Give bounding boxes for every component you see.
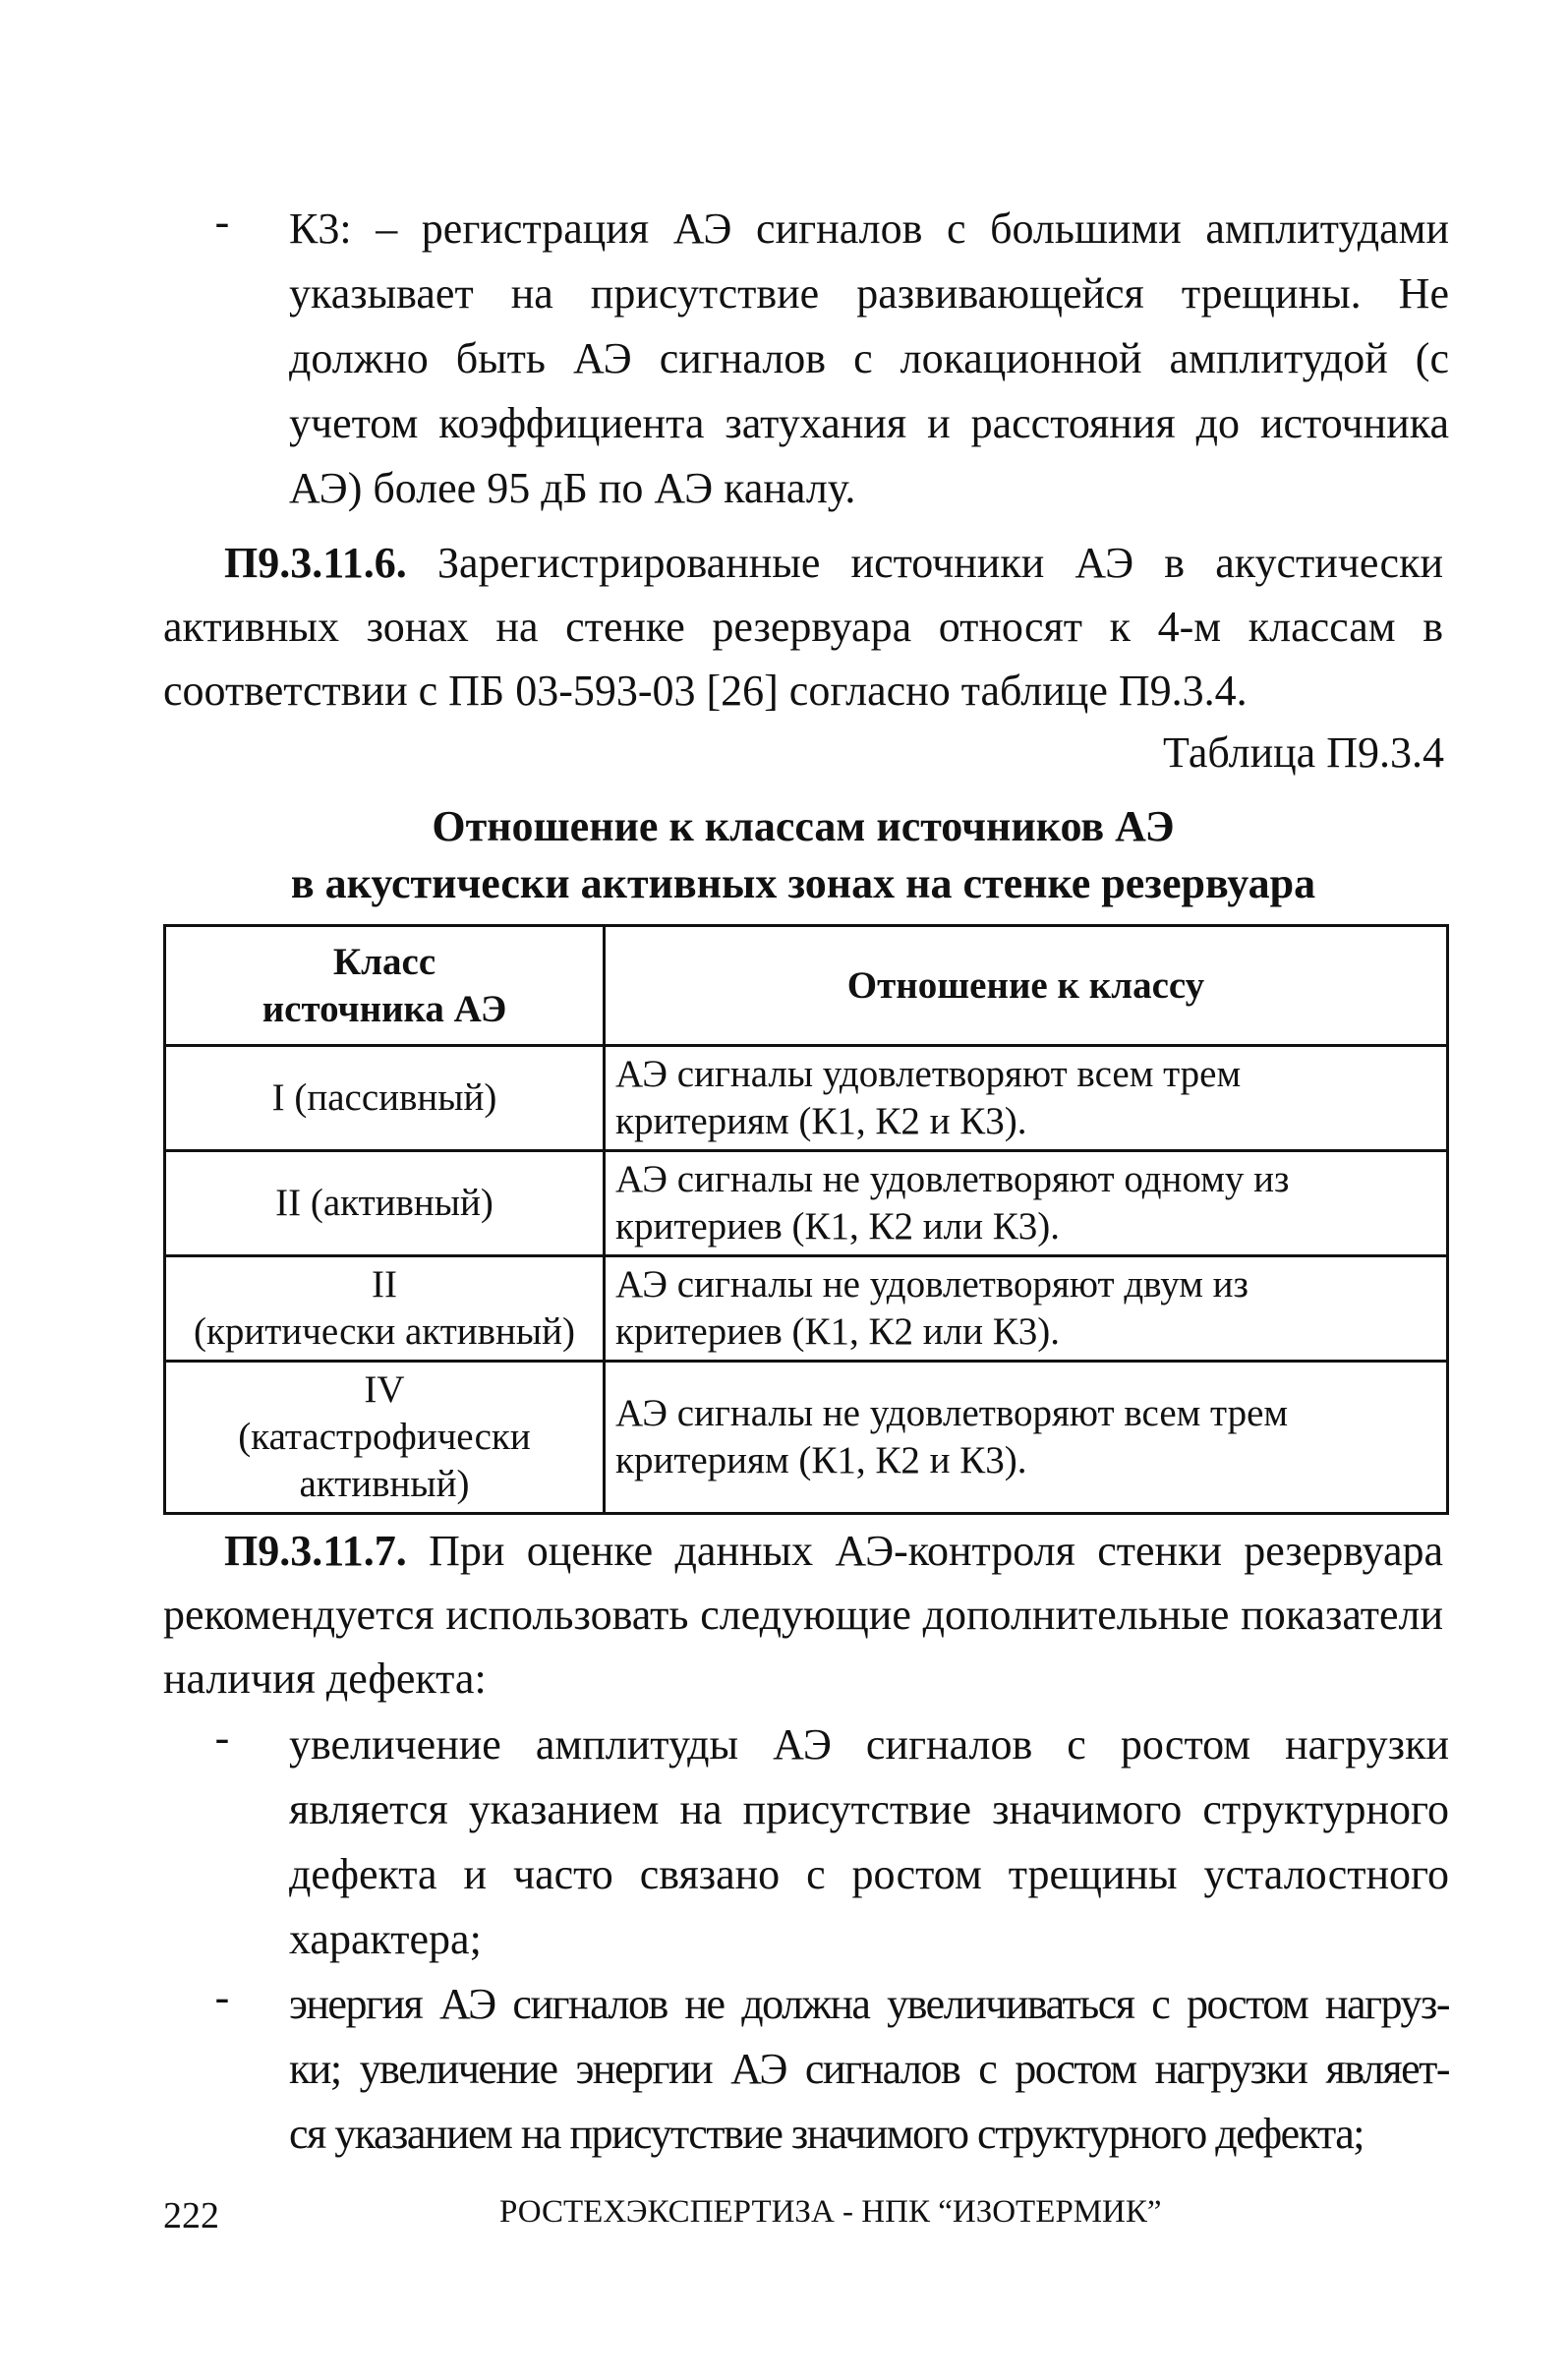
bullet-text: [289, 197, 1449, 521]
table-title-line1: Отношение к классам источников АЭ: [432, 802, 1175, 850]
table-header-row: [165, 926, 1448, 1046]
paragraph-text: При оценке данных АЭ-контроля стенки резервуара рекомендуется использовать следующие дополнительные показатели наличия дефекта:: [163, 1527, 1444, 1703]
bullet-dash: -: [214, 198, 230, 246]
table-header-relation: Отношение к классу: [605, 926, 1448, 1046]
bullet-line: АЭ) более 95 дБ по АЭ каналу.: [289, 464, 856, 512]
bullet-line: ки; увеличение энергии АЭ сигналов с ростом нагрузки являет-: [289, 2045, 1449, 2093]
cell-text: (катастрофически: [238, 1416, 531, 1458]
footer-publisher: РОСТЕХЭКСПЕРТИЗА - НПК “ИЗОТЕРМИК”: [499, 2194, 1162, 2230]
bullet-text: [289, 1972, 1449, 2167]
cell-text: АЭ сигналы не удовлетворяют двум из: [615, 1263, 1249, 1306]
paragraph-text: Зарегистрированные источники АЭ в акустически активных зонах на стенке резервуара относят к 4-м классам в соответствии с ПБ 03-593-03 [26] согласно таблице П9.3.4.: [163, 539, 1444, 715]
source-class-table: [163, 924, 1449, 1515]
cell-class: [165, 1046, 605, 1151]
cell-class: [165, 1256, 605, 1362]
cell-class: [165, 1151, 605, 1256]
page-number: 222: [163, 2195, 219, 2236]
cell-text: IV: [364, 1368, 405, 1411]
bullet-line: должно быть АЭ сигналов с локационной амплитудой (с: [289, 334, 1449, 382]
cell-relation: [605, 1256, 1448, 1362]
cell-relation: [605, 1151, 1448, 1256]
header-text: Класс: [332, 940, 436, 983]
cell-text: критериев (К1, К2 или К3).: [615, 1205, 1060, 1248]
cell-relation: [605, 1362, 1448, 1514]
cell-text: критериев (К1, К2 или К3).: [615, 1310, 1060, 1353]
bullet-line: дефекта и часто связано с ростом трещины усталостного: [289, 1850, 1449, 1898]
paragraph-p9-3-11-6: [163, 531, 1443, 723]
bullet-line: увеличение амплитуды АЭ сигналов с ростом нагрузки: [289, 1720, 1449, 1769]
bullet-line: энергия АЭ сигналов не должна увеличиваться с ростом нагруз-: [289, 1980, 1449, 2028]
table-row: [165, 1151, 1448, 1256]
cell-text: АЭ сигналы удовлетворяют всем трем: [615, 1053, 1242, 1095]
cell-text: АЭ сигналы не удовлетворяют одному из: [615, 1158, 1290, 1200]
cell-text: критериям (К1, К2 и К3).: [615, 1439, 1027, 1481]
cell-text: (критически активный): [193, 1310, 575, 1353]
header-text: источника АЭ: [261, 987, 507, 1030]
cell-text: II (активный): [275, 1182, 494, 1224]
paragraph-label: П9.3.11.6.: [224, 539, 407, 587]
table-row: [165, 1256, 1448, 1362]
bullet-line: указывает на присутствие развивающейся трещины. Не: [289, 269, 1449, 318]
table-title-line2: в акустически активных зонах на стенке резервуара: [290, 859, 1316, 907]
bullet-line: К3: – регистрация АЭ сигналов с большими амплитудами: [289, 204, 1449, 253]
bullet-line: характера;: [289, 1915, 482, 1963]
bullet-dash: -: [214, 1973, 230, 2021]
bullet-line: учетом коэффициента затухания и расстояния до источника: [289, 399, 1449, 447]
cell-text: активный): [299, 1463, 470, 1505]
cell-text: АЭ сигналы не удовлетворяют всем трем: [615, 1392, 1289, 1434]
cell-relation: [605, 1046, 1448, 1151]
cell-text: II: [372, 1263, 397, 1306]
table-row: [165, 1362, 1448, 1514]
bullet-line: является указанием на присутствие значимого структурного: [289, 1785, 1449, 1833]
table-caption: Таблица П9.3.4: [1163, 728, 1444, 777]
paragraph-p9-3-11-7: [163, 1519, 1443, 1711]
bullet-line: ся указанием на присутствие значимого структурного дефекта;: [289, 2110, 1365, 2158]
bullet-dash: -: [214, 1713, 230, 1762]
table-row: [165, 1046, 1448, 1151]
bullet-text: [289, 1712, 1449, 1972]
cell-text: критериям (К1, К2 и К3).: [615, 1100, 1027, 1142]
cell-text: I (пассивный): [271, 1076, 497, 1119]
cell-class: [165, 1362, 605, 1514]
table-header-class: [165, 926, 605, 1046]
paragraph-label: П9.3.11.7.: [224, 1527, 407, 1575]
